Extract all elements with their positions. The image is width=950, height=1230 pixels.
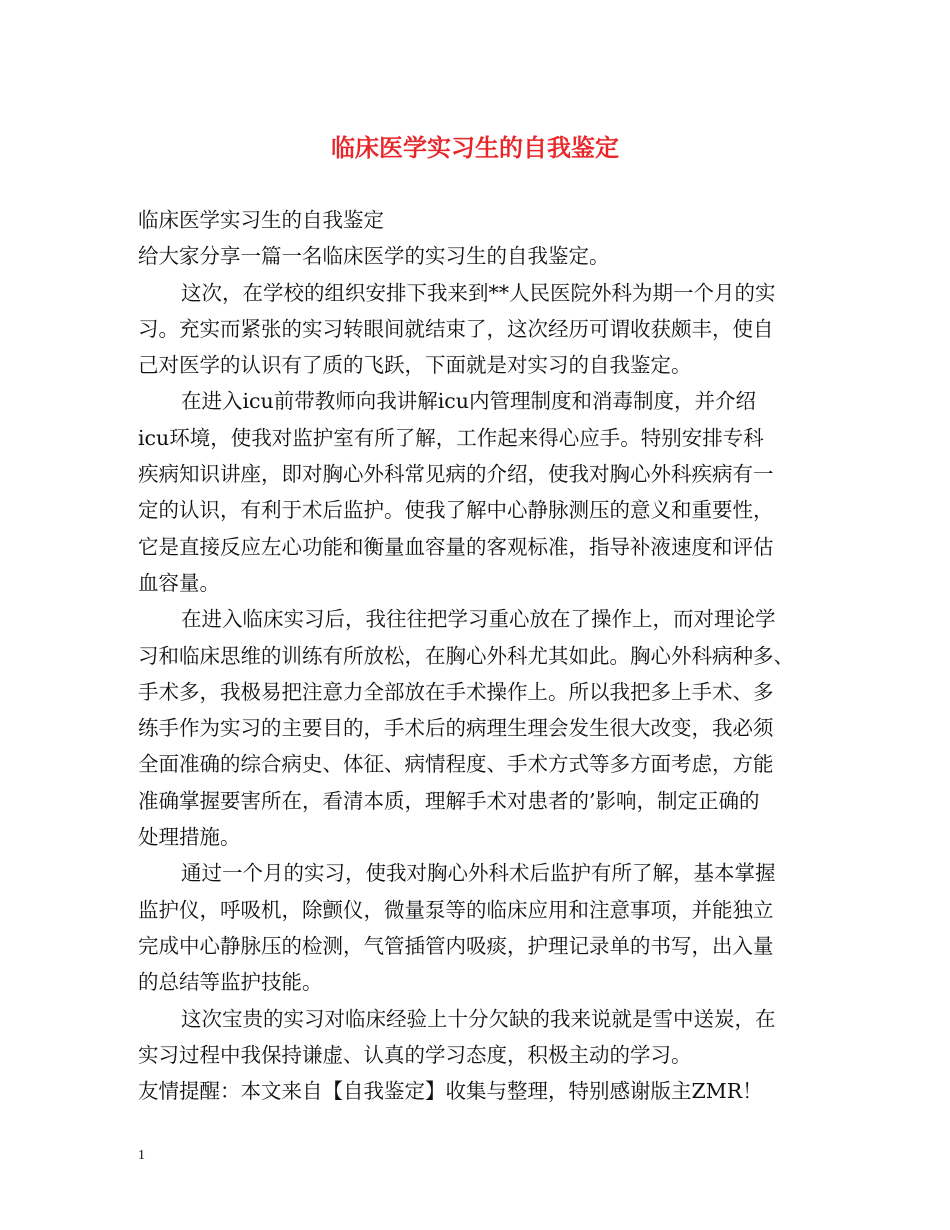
body-line: 友情提醒：本文来自【自我鉴定】收集与整理，特别感谢版主ZMR！ [138, 1079, 763, 1104]
body-line: 处理措施。 [138, 825, 241, 850]
body-line: 这次，在学校的组织安排下我来到**人民医院外科为期一个月的实 [181, 280, 776, 305]
document-body [138, 202, 824, 1109]
body-line: 完成中心静脉压的检测，气管插管内吸痰，护理记录单的书写，出入量 [138, 933, 774, 958]
body-line: 通过一个月的实习，使我对胸心外科术后监护有所了解，基本掌握 [181, 861, 776, 886]
body-line: 习和临床思维的训练有所放松，在胸心外科尤其如此。胸心外科病种多、 [138, 643, 794, 668]
body-line: 临床医学实习生的自我鉴定 [138, 208, 384, 232]
body-line: 己对医学的认识有了质的飞跃，下面就是对实习的自我鉴定。 [138, 353, 692, 378]
body-line: 准确掌握要害所在，看清本质，理解手术对患者的’影响，制定正确的 [138, 788, 760, 813]
body-line: 实习过程中我保持谦虚、认真的学习态度，积极主动的学习。 [138, 1042, 692, 1067]
body-line: 监护仪，呼吸机，除颤仪，微量泵等的临床应用和注意事项，并能独立 [138, 897, 774, 922]
body-line: 在进入icu前带教师向我讲解icu内管理制度和消毒制度，并介绍 [181, 389, 756, 414]
body-line: 习。充实而紧张的实习转眼间就结束了，这次经历可谓收获颇丰，使自 [138, 316, 774, 341]
body-line: icu环境，使我对监护室有所了解，工作起来得心应手。特别安排专科 [138, 425, 764, 450]
body-line: 手术多，我极易把注意力全部放在手术操作上。所以我把多上手术、多 [138, 679, 774, 704]
body-line: 练手作为实习的主要目的，手术后的病理生理会发生很大改变，我必须 [138, 716, 774, 741]
body-line: 在进入临床实习后，我往往把学习重心放在了操作上，而对理论学 [181, 607, 776, 632]
body-line: 定的认识，有利于术后监护。使我了解中心静脉测压的意义和重要性， [138, 498, 774, 523]
document-title: 临床医学实习生的自我鉴定 [331, 133, 619, 162]
body-line: 全面准确的综合病史、体征、病情程度、手术方式等多方面考虑，方能 [138, 752, 774, 777]
body-line: 疾病知识讲座，即对胸心外科常见病的介绍，使我对胸心外科疾病有一 [138, 462, 774, 487]
body-line: 给大家分享一篇一名临床医学的实习生的自我鉴定。 [138, 244, 610, 269]
body-line: 血容量。 [138, 570, 220, 595]
body-line: 这次宝贵的实习对临床经验上十分欠缺的我来说就是雪中送炭，在 [181, 1006, 776, 1031]
body-line: 的总结等监护技能。 [138, 970, 323, 995]
page-number: 1 [138, 1148, 145, 1163]
body-line: 它是直接反应左心功能和衡量血容量的客观标准，指导补液速度和评估 [138, 534, 774, 559]
